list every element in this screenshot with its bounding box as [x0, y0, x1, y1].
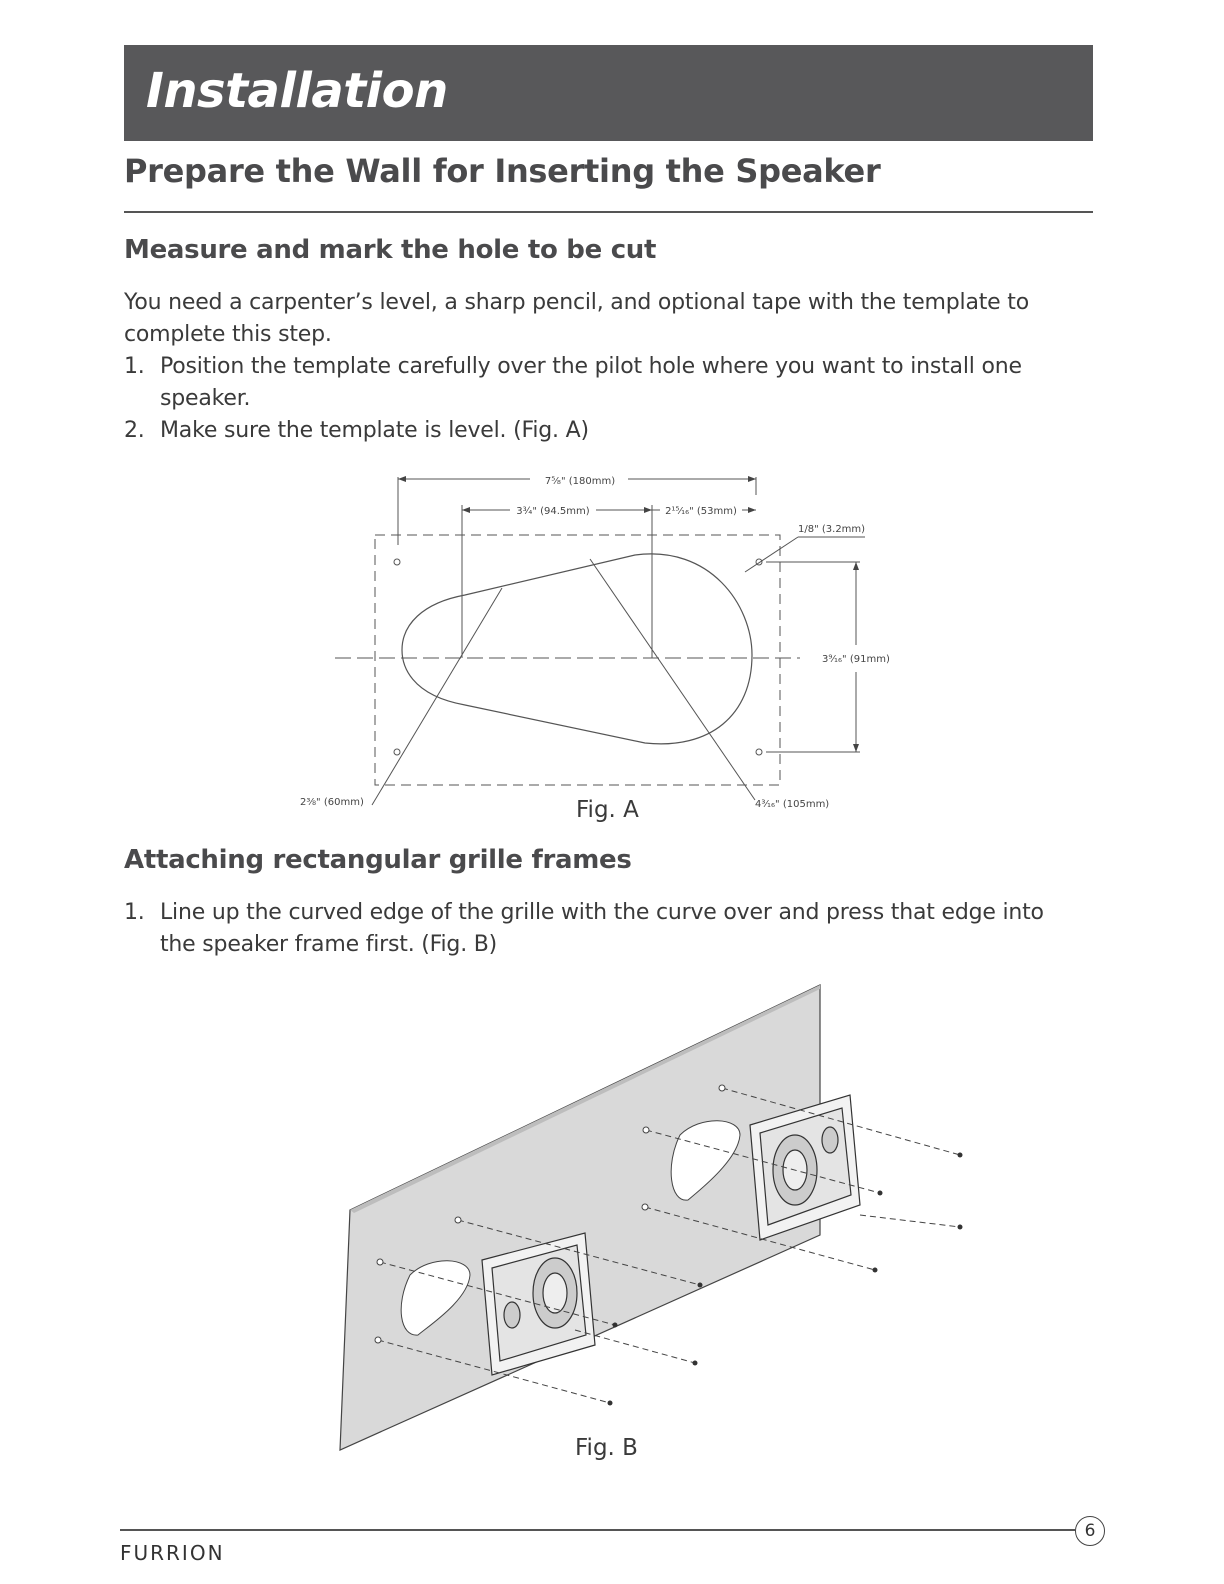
list-item-text: the speaker frame first. (Fig. B) — [160, 932, 498, 957]
list-item-text: Make sure the template is level. (Fig. A) — [160, 418, 589, 443]
left-radius-line — [372, 588, 502, 805]
list-item-text: Position the template carefully over the pilot hole where you want to install one — [160, 354, 1022, 379]
fig-b-caption: Fig. B — [575, 1435, 638, 1461]
measure-intro-line1: You need a carpenter’s level, a sharp pencil, and optional tape with the template to — [124, 290, 1029, 315]
grille-heading: Attaching rectangular grille frames — [124, 845, 632, 875]
grille-illustration — [320, 975, 980, 1455]
dim-height: 3⁹⁄₁₆" (91mm) — [822, 654, 890, 665]
pilot-hole — [394, 559, 400, 565]
dim-left-width: 3¾" (94.5mm) — [516, 506, 590, 517]
list-item-text: speaker. — [160, 386, 251, 411]
list-item-number: 1. — [124, 900, 145, 925]
right-radius-line — [590, 559, 755, 800]
title-divider — [124, 211, 1093, 213]
measure-intro — [124, 287, 1084, 351]
banner-title: Installation — [146, 63, 448, 119]
wall-panel — [340, 985, 820, 1450]
cutout-shape — [402, 554, 752, 744]
section-banner — [124, 45, 1093, 141]
fig-a-caption: Fig. A — [576, 797, 639, 823]
pilot-hole — [394, 749, 400, 755]
list-item-number: 1. — [124, 354, 145, 379]
dim-left-radius: 2⅜" (60mm) — [300, 797, 364, 808]
dim-right-radius: 4³⁄₁₆" (105mm) — [755, 799, 830, 810]
list-item-text: Line up the curved edge of the grille with the curve over and press that edge into — [160, 900, 1044, 925]
dim-right-width: 2¹⁵⁄₁₆" (53mm) — [665, 506, 737, 517]
list-item-number: 2. — [124, 418, 145, 443]
brand-logo: FURRION — [120, 1541, 225, 1565]
measure-heading: Measure and mark the hole to be cut — [124, 235, 657, 265]
template-diagram — [290, 465, 910, 825]
dim-corner: 1/8" (3.2mm) — [798, 524, 866, 535]
measure-intro-line2: complete this step. — [124, 322, 332, 347]
page-number: 6 — [1075, 1516, 1105, 1546]
footer-divider — [120, 1529, 1075, 1531]
dim-overall-width: 7⁵⁄₈" (180mm) — [544, 476, 616, 487]
pilot-hole — [756, 749, 762, 755]
page-title: Prepare the Wall for Inserting the Speaker — [124, 152, 881, 190]
